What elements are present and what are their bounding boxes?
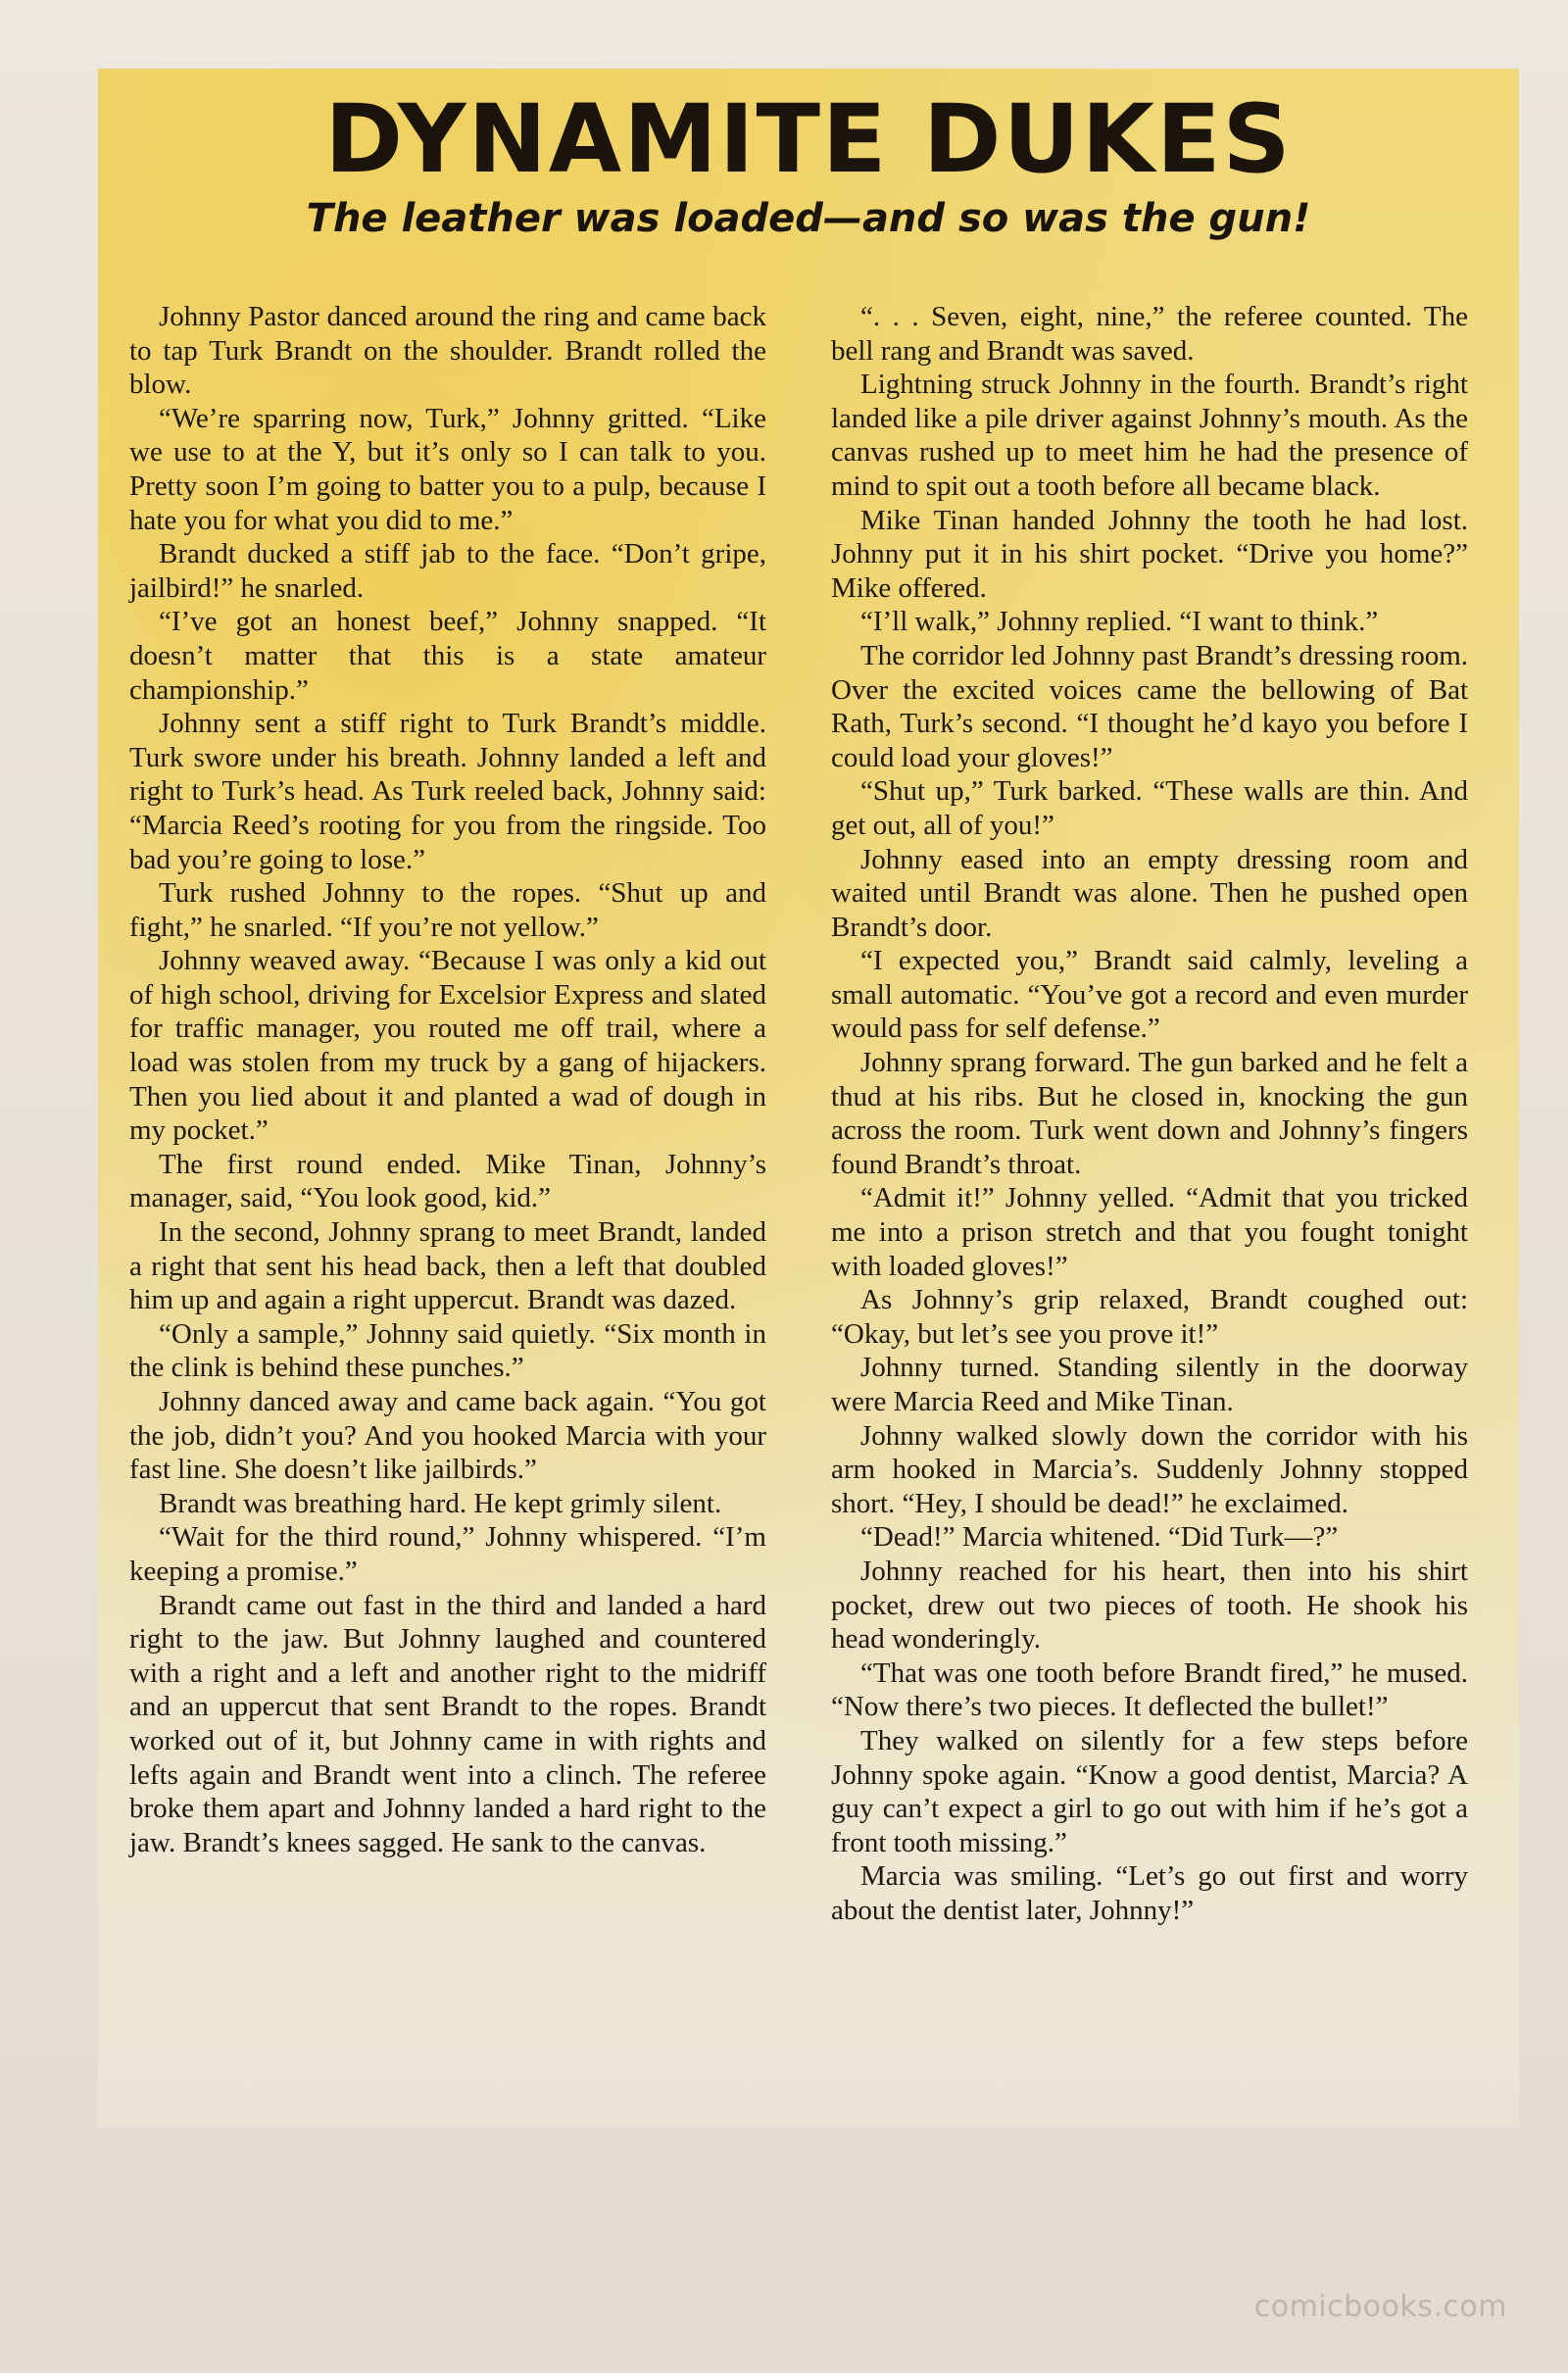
- paragraph: “I expected you,” Brandt said calmly, leveling a small automatic. “You’ve got a record and even murder would pass for self defense.”: [831, 945, 1468, 1045]
- story-title: DYNAMITE DUKES: [324, 84, 1293, 194]
- paragraph: “Wait for the third round,” Johnny whispered. “I’m keeping a promise.”: [129, 1521, 766, 1587]
- right-text-column: [831, 300, 1468, 1928]
- paragraph: Brandt came out fast in the third and landed a hard right to the jaw. But Johnny laughed and countered with a right and a left and another right to the midriff and an uppercut that sent Brandt to the ropes. Brandt worked out of it, but Johnny came in with rights and lefts again and Brandt went into a clinch. The referee broke them apart and Johnny landed a hard right to the jaw. Brandt’s knees sagged. He sank to the canvas.: [129, 1589, 766, 1858]
- paragraph: Johnny walked slowly down the corridor with his arm hooked in Marcia’s. Suddenly Johnny stopped short. “Hey, I should be dead!” he exclaimed.: [831, 1419, 1468, 1519]
- paragraph: “Shut up,” Turk barked. “These walls are thin. And get out, all of you!”: [831, 775, 1468, 841]
- paragraph: In the second, Johnny sprang to meet Brandt, landed a right that sent his head back, then a left that doubled him up and again a right uppercut. Brandt was dazed.: [129, 1216, 766, 1316]
- story-panel: [98, 69, 1519, 2127]
- paragraph: “We’re sparring now, Turk,” Johnny gritted. “Like we use to at the Y, but it’s only so I can talk to you. Pretty soon I’m going to batter you to a pulp, because I hate you for what you did to me.”: [129, 402, 766, 536]
- paragraph: Brandt was breathing hard. He kept grimly silent.: [159, 1487, 722, 1519]
- paragraph: “. . . Seven, eight, nine,” the referee counted. The bell rang and Brandt was saved.: [831, 301, 1468, 367]
- paragraph: Brandt ducked a stiff jab to the face. “Don’t gripe, jailbird!” he snarled.: [129, 538, 766, 604]
- paragraph: Johnny sent a stiff right to Turk Brandt’s middle. Turk swore under his breath. Johnny landed a left and right to Turk’s head. As Turk reeled back, Johnny said: “Marcia Reed’s rooting for you from the ringside. Too bad you’re going to lose.”: [129, 708, 766, 875]
- paragraph: Marcia was smiling. “Let’s go out first and worry about the dentist later, Johnny!”: [831, 1860, 1468, 1926]
- paragraph: Mike Tinan handed Johnny the tooth he had lost. Johnny put it in his shirt pocket. “Drive you home?” Mike offered.: [831, 504, 1468, 604]
- paragraph: Lightning struck Johnny in the fourth. Brandt’s right landed like a pile driver against Johnny’s mouth. As the canvas rushed up to meet him he had the presence of mind to spit out a tooth before all became black.: [831, 369, 1468, 502]
- story-subtitle: The leather was loaded—and so was the gun!: [306, 196, 1311, 241]
- paragraph: The corridor led Johnny past Brandt’s dressing room. Over the excited voices came the bellowing of Bat Rath, Turk’s second. “I thought he’d kayo you before I could load your gloves!”: [831, 639, 1468, 773]
- site-watermark: comicbooks.com: [1253, 2290, 1507, 2324]
- paragraph: “That was one tooth before Brandt fired,” he mused. “Now there’s two pieces. It deflected the bullet!”: [831, 1656, 1468, 1723]
- paragraph: As Johnny’s grip relaxed, Brandt coughed out: “Okay, but let’s see you prove it!”: [831, 1284, 1468, 1350]
- paragraph: Johnny eased into an empty dressing room and waited until Brandt was alone. Then he pushed open Brandt’s door.: [831, 843, 1468, 943]
- paragraph: Johnny Pastor danced around the ring and came back to tap Turk Brandt on the shoulder. Brandt rolled the blow.: [129, 301, 766, 401]
- paragraph: Johnny turned. Standing silently in the doorway were Marcia Reed and Mike Tinan.: [831, 1352, 1468, 1417]
- paragraph: They walked on silently for a few steps before Johnny spoke again. “Know a good dentist, Marcia? A guy can’t expect a girl to go out with him if he’s got a front tooth missing.”: [831, 1724, 1468, 1858]
- paragraph: Johnny reached for his heart, then into his shirt pocket, drew out two pieces of tooth. He shook his head wonderingly.: [831, 1555, 1468, 1656]
- left-text-column: [129, 300, 766, 1859]
- paragraph: “I’ll walk,” Johnny replied. “I want to think.”: [860, 606, 1379, 638]
- paragraph: Johnny weaved away. “Because I was only a kid out of high school, driving for Excelsior Express and slated for traffic manager, you routed me off trail, where a load was stolen from my truck by a gang of hijackers. Then you lied about it and planted a wad of dough in my pocket.”: [129, 945, 766, 1147]
- paragraph: “Admit it!” Johnny yelled. “Admit that you tricked me into a prison stretch and that you fought tonight with loaded gloves!”: [831, 1182, 1468, 1282]
- paragraph: “Dead!” Marcia whitened. “Did Turk—?”: [860, 1521, 1339, 1554]
- paragraph: Johnny danced away and came back again. “You got the job, didn’t you? And you hooked Marcia with your fast line. She doesn’t like jailbirds.”: [129, 1386, 766, 1486]
- paragraph: Johnny sprang forward. The gun barked and he felt a thud at his ribs. But he closed in, knocking the gun across the room. Turk went down and Johnny’s fingers found Brandt’s throat.: [831, 1047, 1468, 1180]
- paragraph: The first round ended. Mike Tinan, Johnny’s manager, said, “You look good, kid.”: [129, 1148, 766, 1214]
- paragraph: “I’ve got an honest beef,” Johnny snapped. “It doesn’t matter that this is a state amateur championship.”: [129, 606, 766, 706]
- paragraph: “Only a sample,” Johnny said quietly. “Six month in the clink is behind these punches.”: [129, 1317, 766, 1384]
- paragraph: Turk rushed Johnny to the ropes. “Shut up and fight,” he snarled. “If you’re not yellow.”: [129, 877, 766, 943]
